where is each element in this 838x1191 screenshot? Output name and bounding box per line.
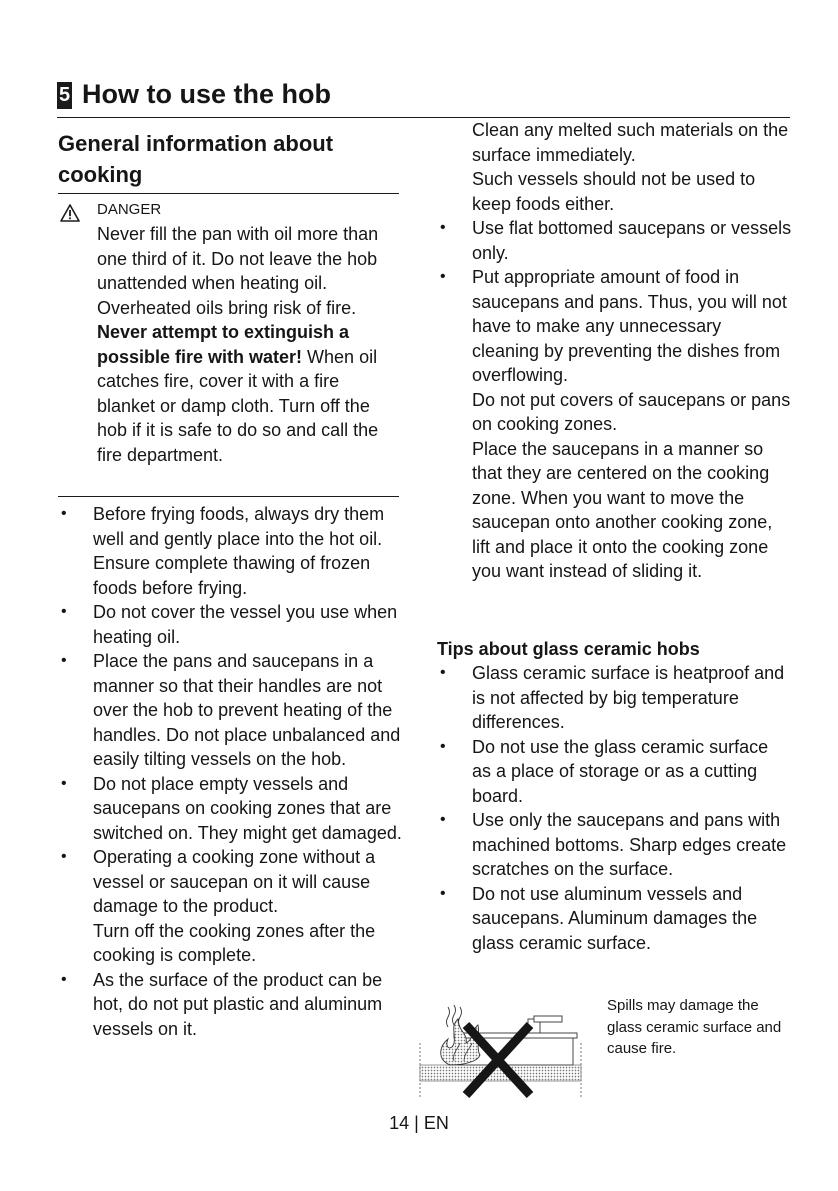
list-item: • Do not use aluminum vessels and saucepans. Aluminum damages the glass ceramic surface. bbox=[437, 882, 792, 956]
list-item: • Before frying foods, always dry them well and gently place into the hot oil. Ensure complete thawing of frozen foods before frying. bbox=[58, 502, 408, 600]
danger-text-part2: When oil catches fire, cover it with a fire blanket or damp cloth. Turn off the hob if it is safe to do so and call the fire department. bbox=[97, 346, 379, 465]
list-item: • Glass ceramic surface is heatproof and is not affected by big temperature differences. bbox=[437, 661, 792, 735]
section-rule bbox=[58, 193, 399, 194]
figure-caption: Spills may damage the glass ceramic surface and cause fire. bbox=[607, 997, 782, 1057]
chapter-number: 5 bbox=[57, 82, 72, 109]
list-item: • As the surface of the product can be hot, do not put plastic and aluminum vessels on it. bbox=[58, 968, 408, 1042]
warning-triangle-icon bbox=[60, 204, 80, 222]
right-bullet-list bbox=[437, 216, 792, 584]
list-item: • Use only the saucepans and pans with machined bottoms. Sharp edges create scratches on the surface. bbox=[437, 808, 792, 882]
left-bullet-list bbox=[58, 502, 408, 1041]
list-item: • Place the pans and saucepans in a manner so that their handles are not over the hob to prevent heating of the handles. Do not place unbalanced and easily tilting vessels on the hob. bbox=[58, 649, 408, 772]
right-intro bbox=[472, 118, 792, 216]
list-item: • Do not place empty vessels and saucepans on cooking zones that are switched on. They might get damaged. bbox=[58, 772, 408, 846]
list-item: • Do not use the glass ceramic surface as a place of storage or as a cutting board. bbox=[437, 735, 792, 809]
section-title: General information about cooking bbox=[58, 131, 334, 187]
danger-text bbox=[97, 222, 402, 467]
list-item: • Operating a cooking zone without a vessel or saucepan on it will cause damage to the product. Turn off the cooking zones after the cooking is complete. bbox=[58, 845, 408, 968]
list-item: • Put appropriate amount of food in saucepans and pans. Thus, you will not have to make any unnecessary cleaning by preventing the dishes from overflowing. Do not put covers of saucepans or pans on cooking zones. Place the saucepans in a manner so that they are centered on the cooking zone. When you want to move the saucepan onto another cooking zone, lift and place it onto the cooking zone you want instead of sliding it. bbox=[437, 265, 792, 584]
list-item: • Do not cover the vessel you use when heating oil. bbox=[58, 600, 408, 649]
intro-paragraph: Such vessels should not be used to keep foods either. bbox=[472, 169, 756, 214]
danger-bold-warning: Never attempt to extinguish a possible fire with water! bbox=[97, 322, 350, 367]
list-item: • Use flat bottomed saucepans or vessels only. bbox=[437, 216, 792, 265]
tips-bullet-list bbox=[437, 661, 792, 955]
danger-rule bbox=[58, 496, 399, 497]
danger-text-part1: Never fill the pan with oil more than one third of it. Do not leave the hob unattended when heating oil. Overheated oils bring risk of fire. bbox=[97, 224, 379, 318]
page-footer: 14 | EN bbox=[389, 1113, 449, 1133]
chapter-title: How to use the hob bbox=[82, 79, 331, 109]
intro-paragraph: Clean any melted such materials on the surface immediately. bbox=[472, 120, 789, 165]
tips-heading: Tips about glass ceramic hobs bbox=[437, 639, 700, 659]
spill-forbidden-icon bbox=[418, 1003, 593, 1098]
danger-label: DANGER bbox=[97, 201, 162, 218]
